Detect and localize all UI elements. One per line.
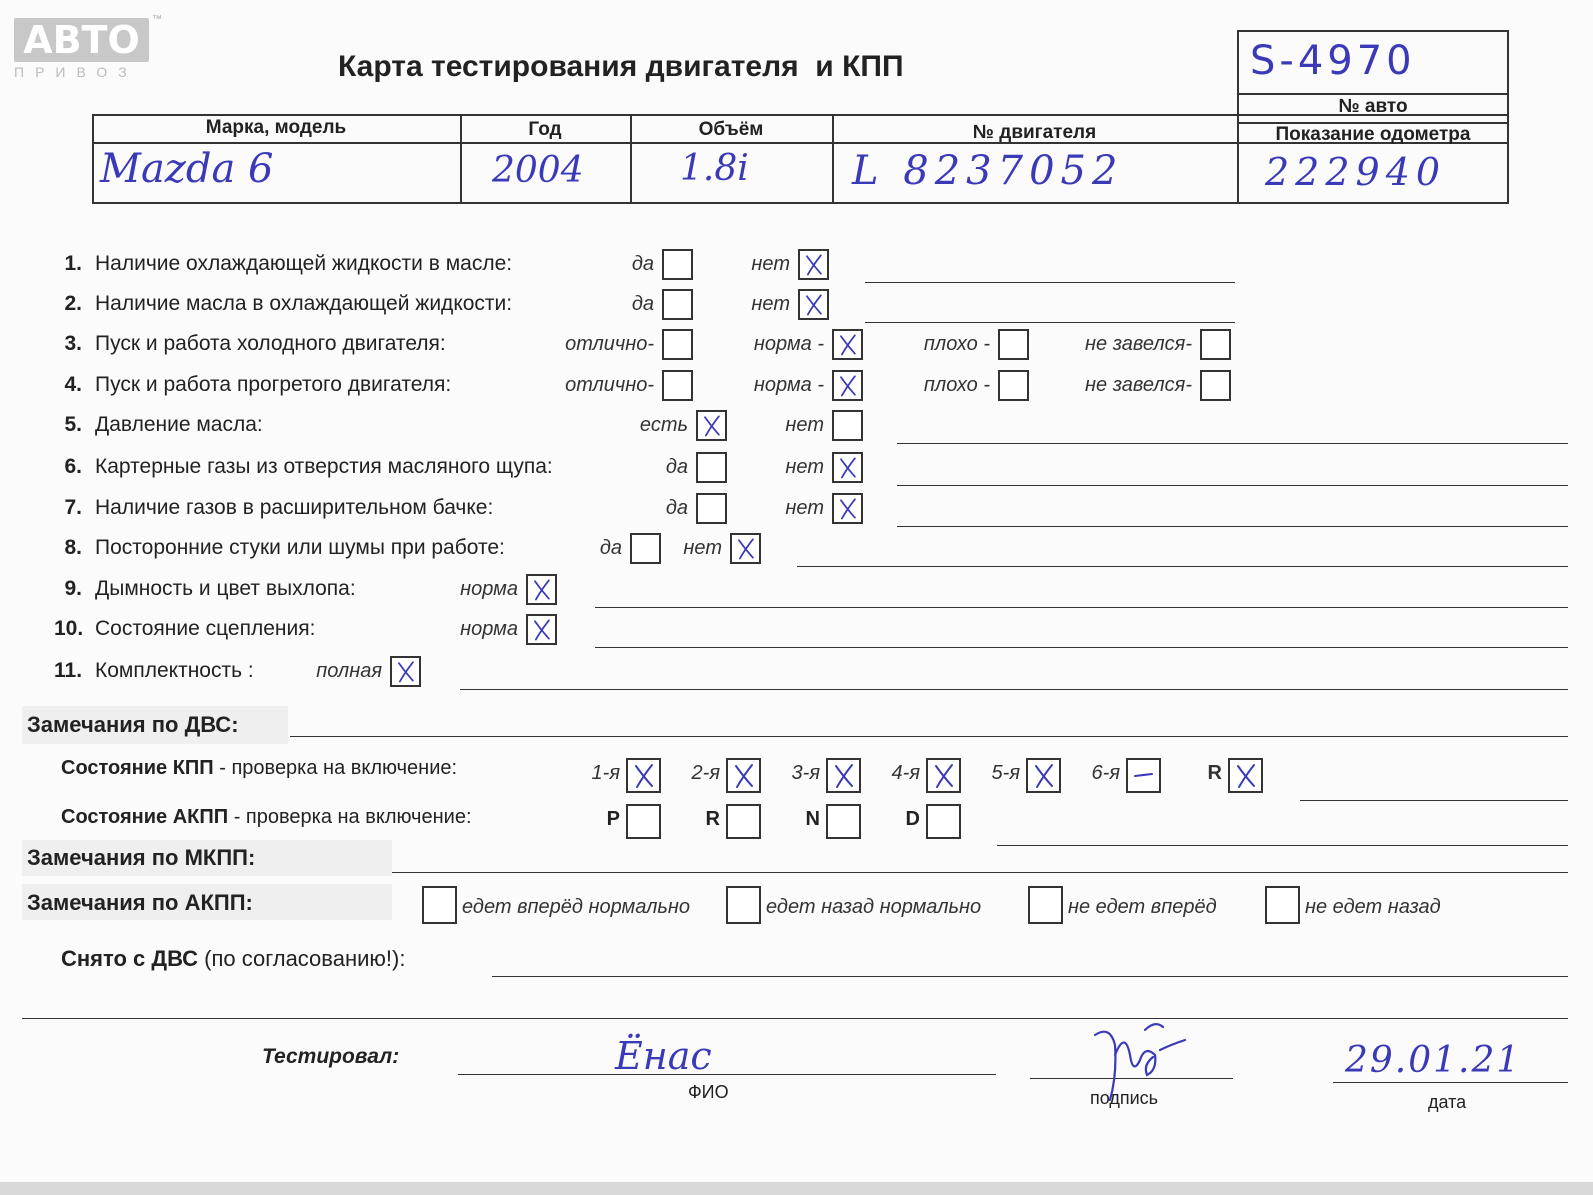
removed-label-bold: Снято с ДВС xyxy=(61,946,199,971)
kpp-gear-label: 2-я xyxy=(691,762,720,784)
item-label: Дымность и цвет выхлопа: xyxy=(95,577,356,600)
item-remark-line xyxy=(460,689,1568,690)
option-label: нет xyxy=(683,537,722,559)
x-mark xyxy=(800,291,827,318)
option-checkbox[interactable] xyxy=(998,329,1029,360)
kpp-label-bold: Состояние КПП xyxy=(61,757,214,779)
akpp-label-rest: - проверка на включение: xyxy=(228,806,472,828)
tested-by-label: Тестировал: xyxy=(262,1045,400,1068)
akpp-line xyxy=(997,845,1568,846)
kpp-gear-checkbox[interactable] xyxy=(1126,758,1161,793)
car-number-label: № авто xyxy=(1338,96,1408,117)
akpp-gear-checkbox[interactable] xyxy=(626,804,661,839)
x-mark xyxy=(528,616,555,643)
kpp-gear-label: 6-я xyxy=(1091,762,1120,784)
avto-privoz-logo xyxy=(14,14,164,82)
x-mark xyxy=(800,251,827,278)
option-label: отлично- xyxy=(565,374,654,396)
signature-caption: подпись xyxy=(1090,1088,1159,1108)
option-label: плохо - xyxy=(923,374,990,396)
akpp-gear-label: R xyxy=(705,808,720,830)
item-number: 11. xyxy=(54,659,83,682)
item-number: 5. xyxy=(64,413,82,436)
item-label: Картерные газы из отверстия масляного щупа: xyxy=(95,455,553,478)
option-label: да xyxy=(631,293,654,315)
akpp-gear-checkbox[interactable] xyxy=(726,804,761,839)
option-checkbox[interactable] xyxy=(998,370,1029,401)
option-label: нет xyxy=(785,414,824,436)
item-number: 9. xyxy=(64,577,82,600)
option-checkbox[interactable] xyxy=(798,249,829,280)
fio-value: Ёнас xyxy=(615,1034,712,1078)
akpp-remark-label: едет назад нормально xyxy=(766,896,982,918)
option-label: отлично- xyxy=(565,333,654,355)
option-checkbox[interactable] xyxy=(696,452,727,483)
option-label: да xyxy=(599,537,622,559)
option-checkbox[interactable] xyxy=(1200,329,1231,360)
item-number: 8. xyxy=(64,536,82,559)
value-odometer: 222940 xyxy=(1265,150,1447,194)
option-checkbox[interactable] xyxy=(630,533,661,564)
item-label: Наличие газов в расширительном бачке: xyxy=(95,496,494,519)
kpp-gear-checkbox[interactable] xyxy=(1228,758,1263,793)
option-label: норма - xyxy=(753,374,824,396)
akpp-gear-label: D xyxy=(905,808,920,830)
item-number: 4. xyxy=(64,373,82,396)
item-number: 1. xyxy=(64,252,82,275)
item-label: Пуск и работа прогретого двигателя: xyxy=(95,373,452,396)
value-engine-number: L 8237052 xyxy=(852,148,1124,194)
option-label: да xyxy=(665,497,688,519)
logo-sub: ПРИВОЗ xyxy=(14,64,138,80)
value-make-model: Mazda 6 xyxy=(100,146,274,192)
akpp-gear-label: N xyxy=(805,808,820,830)
header-engine-number: № двигателя xyxy=(972,122,1097,143)
car-number-value: S-4970 xyxy=(1250,38,1416,84)
akpp-gear-label: P xyxy=(606,808,620,830)
value-year: 2004 xyxy=(492,150,584,191)
date-line xyxy=(1333,1082,1568,1083)
item-remark-line xyxy=(865,322,1235,323)
option-label: плохо - xyxy=(923,333,990,355)
remarks-mkpp-label: Замечания по МКПП: xyxy=(27,845,256,870)
x-mark xyxy=(834,331,861,358)
option-label: нет xyxy=(751,253,790,275)
option-checkbox[interactable] xyxy=(526,614,557,645)
item-remark-line xyxy=(897,443,1568,444)
kpp-gear-label: 1-я xyxy=(591,762,620,784)
kpp-gear-checkbox[interactable] xyxy=(826,758,861,793)
option-checkbox[interactable] xyxy=(798,289,829,320)
option-label: нет xyxy=(785,497,824,519)
option-label: не завелся- xyxy=(1085,374,1192,396)
removed-line-1 xyxy=(492,976,1568,977)
item-remark-line xyxy=(797,566,1568,567)
item-remark-line xyxy=(595,607,1568,608)
logo-main: АВТО xyxy=(14,18,149,62)
x-mark xyxy=(528,576,555,603)
removed-label xyxy=(61,946,405,972)
akpp-gear-checkbox[interactable] xyxy=(826,804,861,839)
removed-line-2 xyxy=(22,1018,1568,1019)
option-checkbox[interactable] xyxy=(832,410,863,441)
akpp-remark-label: едет вперёд нормально xyxy=(462,896,691,918)
option-label: да xyxy=(631,253,654,275)
akpp-gear-checkbox[interactable] xyxy=(926,804,961,839)
akpp-remark-checkbox[interactable] xyxy=(726,886,761,924)
item-remark-line xyxy=(897,526,1568,527)
option-checkbox[interactable] xyxy=(832,370,863,401)
akpp-remark-checkbox[interactable] xyxy=(1265,886,1300,924)
option-label: нет xyxy=(751,293,790,315)
x-mark xyxy=(928,760,959,791)
option-label: да xyxy=(665,456,688,478)
item-label: Состояние сцепления: xyxy=(95,617,316,640)
x-mark xyxy=(392,658,419,685)
x-mark xyxy=(728,760,759,791)
remarks-engine-label: Замечания по ДВС: xyxy=(27,712,239,737)
header-odometer: Показание одометра xyxy=(1275,124,1471,145)
x-mark xyxy=(834,372,861,399)
option-label: норма xyxy=(460,578,518,600)
akpp-remark-checkbox[interactable] xyxy=(422,886,457,924)
x-mark xyxy=(834,454,861,481)
option-label: есть xyxy=(639,414,688,436)
item-number: 3. xyxy=(64,332,82,355)
x-mark xyxy=(1230,760,1261,791)
item-number: 2. xyxy=(64,292,82,315)
item-label: Давление масла: xyxy=(95,413,263,436)
x-mark xyxy=(828,760,859,791)
option-label: не завелся- xyxy=(1085,333,1192,355)
car-number-divider xyxy=(1237,93,1509,95)
kpp-gear-label: 3-я xyxy=(791,762,820,784)
item-label: Посторонние стуки или шумы при работе: xyxy=(95,536,505,559)
removed-label-rest: (по согласованию!): xyxy=(198,946,406,971)
item-remark-line xyxy=(865,282,1235,283)
logo-tm: ™ xyxy=(152,14,162,25)
date-value: 29.01.21 xyxy=(1345,1040,1522,1081)
kpp-gear-label: R xyxy=(1207,762,1222,784)
option-checkbox[interactable] xyxy=(662,370,693,401)
x-mark xyxy=(698,412,725,439)
kpp-gear-checkbox[interactable] xyxy=(726,758,761,793)
option-checkbox[interactable] xyxy=(1200,370,1231,401)
x-mark xyxy=(834,495,861,522)
option-label: нет xyxy=(785,456,824,478)
option-checkbox[interactable] xyxy=(696,410,727,441)
item-number: 6. xyxy=(64,455,82,478)
item-remark-line xyxy=(595,647,1568,648)
akpp-remark-checkbox[interactable] xyxy=(1028,886,1063,924)
remarks-akpp-label: Замечания по АКПП: xyxy=(27,890,253,915)
item-label: Комплектность : xyxy=(95,659,254,682)
kpp-gear-checkbox[interactable] xyxy=(1026,758,1061,793)
dash-mark xyxy=(1128,760,1159,791)
option-checkbox[interactable] xyxy=(662,249,693,280)
option-checkbox[interactable] xyxy=(390,656,421,687)
option-checkbox[interactable] xyxy=(730,533,761,564)
date-caption: дата xyxy=(1428,1092,1467,1112)
akpp-label-bold: Состояние АКПП xyxy=(61,806,229,828)
kpp-gear-checkbox[interactable] xyxy=(926,758,961,793)
item-label: Наличие масла в охлаждающей жидкости: xyxy=(95,292,513,315)
kpp-gear-label: 4-я xyxy=(891,762,920,784)
kpp-gear-checkbox[interactable] xyxy=(626,758,661,793)
option-label: норма - xyxy=(753,333,824,355)
option-label: норма xyxy=(460,618,518,640)
x-mark xyxy=(628,760,659,791)
akpp-remark-label: не едет вперёд xyxy=(1068,896,1217,918)
kpp-label-rest: - проверка на включение: xyxy=(213,757,458,779)
page-title: Карта тестирования двигателя и КПП xyxy=(338,50,904,83)
option-checkbox[interactable] xyxy=(832,452,863,483)
option-checkbox[interactable] xyxy=(662,289,693,320)
x-mark xyxy=(732,535,759,562)
header-volume: Объём xyxy=(698,119,764,140)
option-label: полная xyxy=(316,660,382,682)
x-mark xyxy=(1028,760,1059,791)
remarks-mkpp-line xyxy=(392,872,1568,873)
akpp-label xyxy=(61,806,472,829)
option-checkbox[interactable] xyxy=(832,493,863,524)
option-checkbox[interactable] xyxy=(526,574,557,605)
fio-line xyxy=(458,1074,996,1075)
fio-caption: ФИО xyxy=(688,1082,729,1102)
kpp-label xyxy=(61,757,457,780)
akpp-remark-label: не едет назад xyxy=(1305,896,1441,918)
item-number: 7. xyxy=(64,496,82,519)
option-checkbox[interactable] xyxy=(662,329,693,360)
header-year: Год xyxy=(528,119,562,140)
header-make-model: Марка, модель xyxy=(205,117,347,138)
item-remark-line xyxy=(897,485,1568,486)
remarks-engine-line xyxy=(290,736,1568,737)
item-label: Пуск и работа холодного двигателя: xyxy=(95,332,446,355)
option-checkbox[interactable] xyxy=(832,329,863,360)
option-checkbox[interactable] xyxy=(696,493,727,524)
value-volume: 1.8i xyxy=(680,148,749,189)
kpp-gear-label: 5-я xyxy=(991,762,1020,784)
item-label: Наличие охлаждающей жидкости в масле: xyxy=(95,252,513,275)
item-number: 10. xyxy=(54,617,84,640)
kpp-line xyxy=(1300,800,1568,801)
